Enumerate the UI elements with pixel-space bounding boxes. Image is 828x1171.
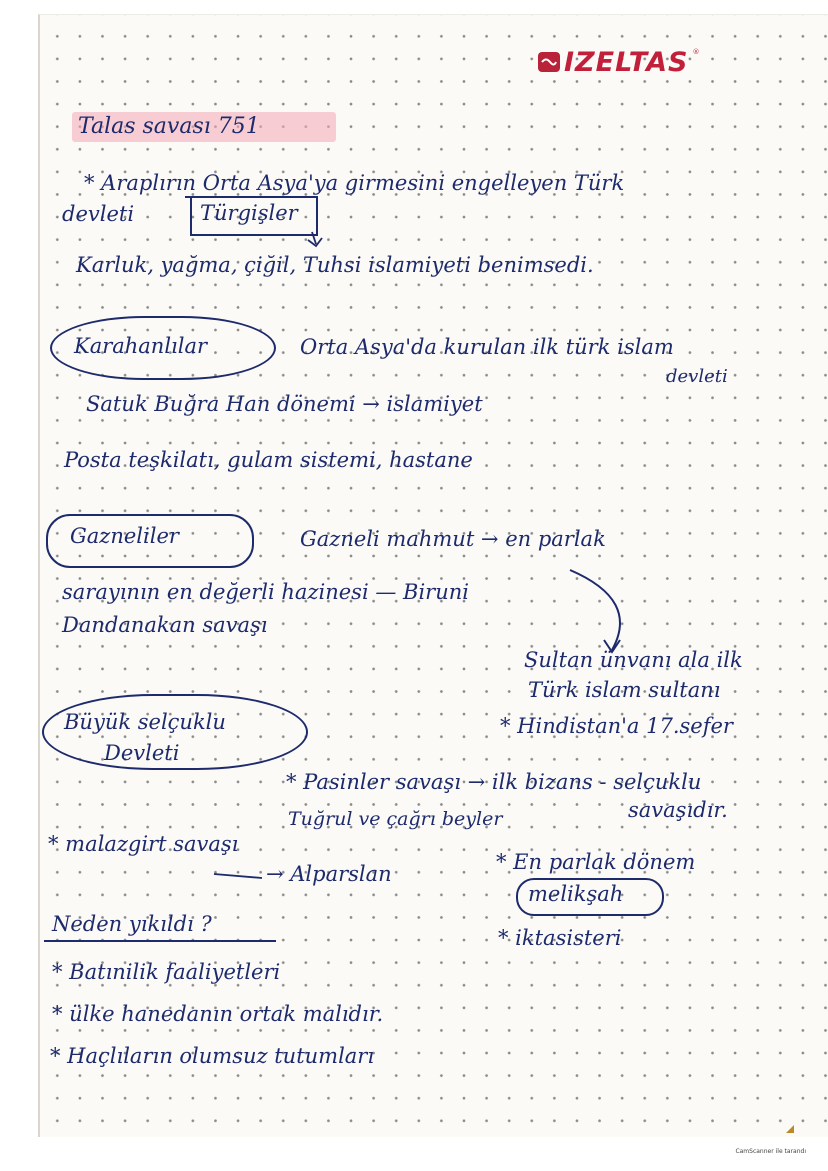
line-15: → Alparslan bbox=[266, 862, 392, 886]
line-16: * En parlak dönem bbox=[496, 850, 696, 874]
line-17: * iktasisteri bbox=[498, 926, 622, 950]
scanner-footer: CamScanner ile tarandı bbox=[735, 1148, 806, 1155]
line-3: Karluk, yağma, çiğil, Tuhsi islamiyeti benimsedi. bbox=[76, 253, 594, 277]
line-4b: devleti bbox=[666, 366, 728, 387]
line-13: Tuğrul ve çağrı beyler bbox=[288, 808, 503, 830]
line-18: * Batınilik faaliyetleri bbox=[52, 960, 281, 984]
line-4: Orta Asya'da kurulan ilk türk islam bbox=[300, 335, 674, 359]
arrow-turgisler-down bbox=[308, 232, 322, 246]
line-5: Satuk Buğra Han dönemi → islamiyet bbox=[86, 392, 483, 416]
line-2b: Türgişler bbox=[200, 201, 298, 225]
arrow-malazgirt bbox=[214, 874, 262, 878]
line-9: Dandanakan savaşı bbox=[62, 613, 268, 637]
line-7: Gazneli mahmut → en parlak bbox=[300, 527, 606, 551]
title-text: Talas savası 751 bbox=[78, 114, 260, 139]
line-12b: savaşıdır. bbox=[628, 798, 728, 822]
line-8: sarayının en değerli hazinesi — Biruni bbox=[62, 580, 469, 604]
brand-reg: ® bbox=[692, 48, 700, 56]
line-12: * Pasinler savaşı → ilk bizans - selçuklu bbox=[286, 770, 702, 794]
gazneliler-label: Gazneliler bbox=[70, 524, 179, 548]
page-corner-mark bbox=[786, 1125, 794, 1133]
line-20: * Haçlıların olumsuz tutumları bbox=[50, 1044, 375, 1068]
karahanlilar-label: Karahanlılar bbox=[74, 334, 208, 358]
line-10b: Türk islam sultanı bbox=[528, 678, 721, 702]
line-16b: melikşah bbox=[528, 882, 624, 906]
line-2a: devleti bbox=[62, 202, 135, 226]
line-6: Posta teşkilatı, gulam sistemi, hastane bbox=[64, 448, 473, 472]
arrow-gazneli-to-sultan bbox=[570, 570, 620, 650]
arrow-gazneli-to-sultan-head bbox=[604, 640, 620, 652]
buyuk-selcuklu-label-1: Büyük selçuklu bbox=[64, 710, 226, 734]
neden-heading: Neden yıkıldı ? bbox=[52, 912, 212, 936]
line-14: * malazgirt savaşı bbox=[48, 832, 239, 856]
buyuk-selcuklu-label-2: Devleti bbox=[104, 741, 180, 765]
line-1: * Araplırın Orta Asya'ya girmesini engelleyen Türk bbox=[84, 171, 625, 195]
line-11: * Hindistan'a 17.sefer bbox=[500, 714, 733, 738]
brand-name: IZELTAS bbox=[564, 46, 689, 78]
line-10: Sultan ünvanı ala ilk bbox=[524, 648, 743, 672]
line-19: * ülke hanedanın ortak malıdır. bbox=[52, 1002, 384, 1026]
